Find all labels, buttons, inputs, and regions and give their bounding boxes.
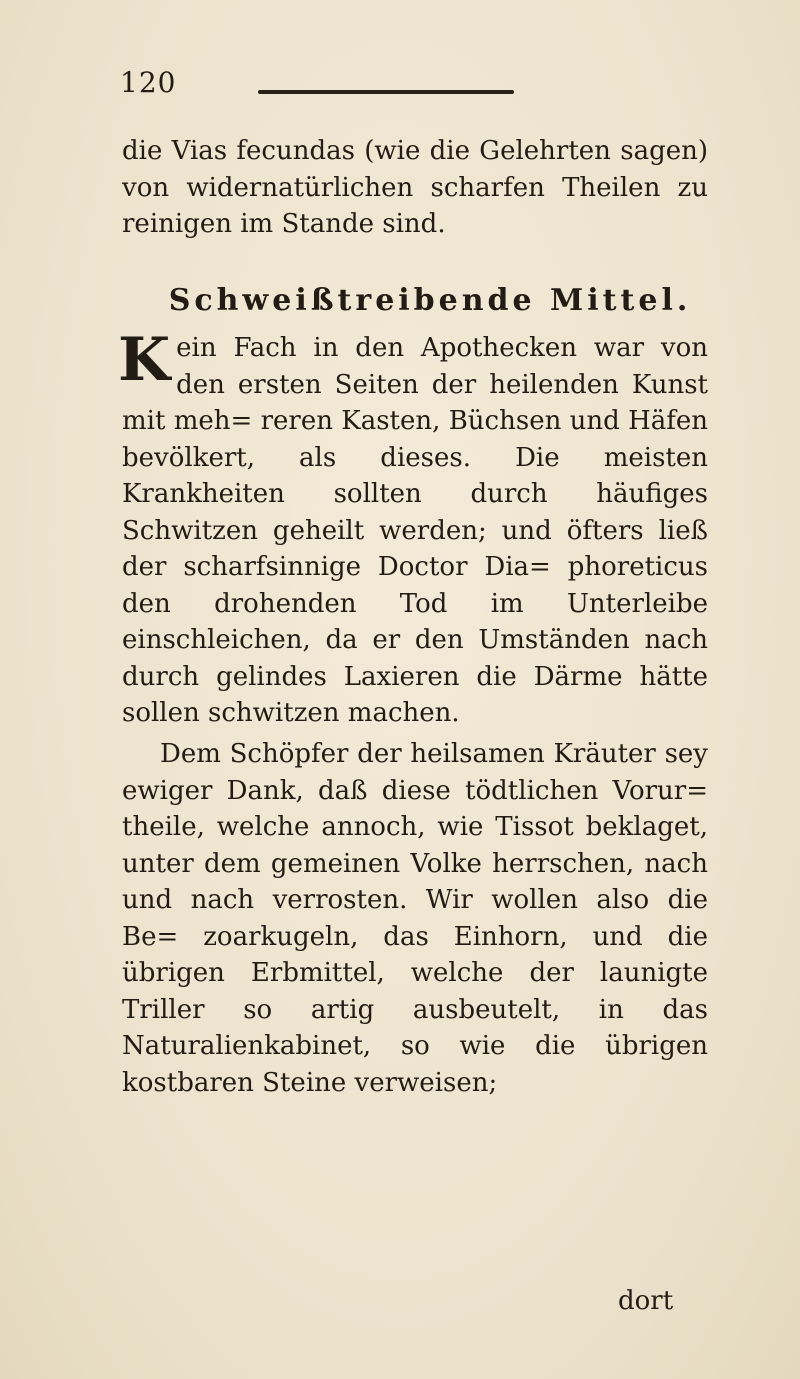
page-number: 120: [120, 66, 177, 99]
header-rule: [258, 90, 514, 94]
paragraph-fach: [118, 325, 708, 732]
section-heading: Schweißtreibende Mittel.: [168, 283, 692, 318]
drop-cap: K: [118, 325, 171, 395]
catchword: dort: [618, 1286, 674, 1316]
paragraph-fach-text: ein Fach in den Apothecken war von den ersten Seiten der heilenden Kunst mit meh= reren Kasten, Büchsen und Häfen bevölkert, als dieses. Die meisten Krankheiten sollten durch häufiges Schwitzen geheilt werden; und öfters ließ der scharfsinnige Doctor Dia= phoreticus den drohenden Tod im Unterleibe einschleichen, da er den Umständen nach durch gelindes Laxieren die Därme hätte sollen schwitzen machen.: [122, 333, 708, 728]
paragraph-continuation: die Vias fecundas (wie die Gelehrten sagen) von widernatürlichen scharfen Theilen zu reinigen im Stande sind.: [122, 136, 708, 239]
paragraph-schoepfer: Dem Schöpfer der heilsamen Kräuter sey ewiger Dank, daß diese tödtlichen Vorur= theile, welche annoch, wie Tissot beklaget, unter dem gemeinen Volke herrschen, nach und nach verrosten. Wir wollen also die Be= zoarkugeln, das Einhorn, und die übrigen Erbmittel, welche der launigte Triller so artig ausbeutelt, in das Naturalienkabinet, so wie die übrigen kostbaren Steine verweisen;: [122, 739, 708, 1098]
